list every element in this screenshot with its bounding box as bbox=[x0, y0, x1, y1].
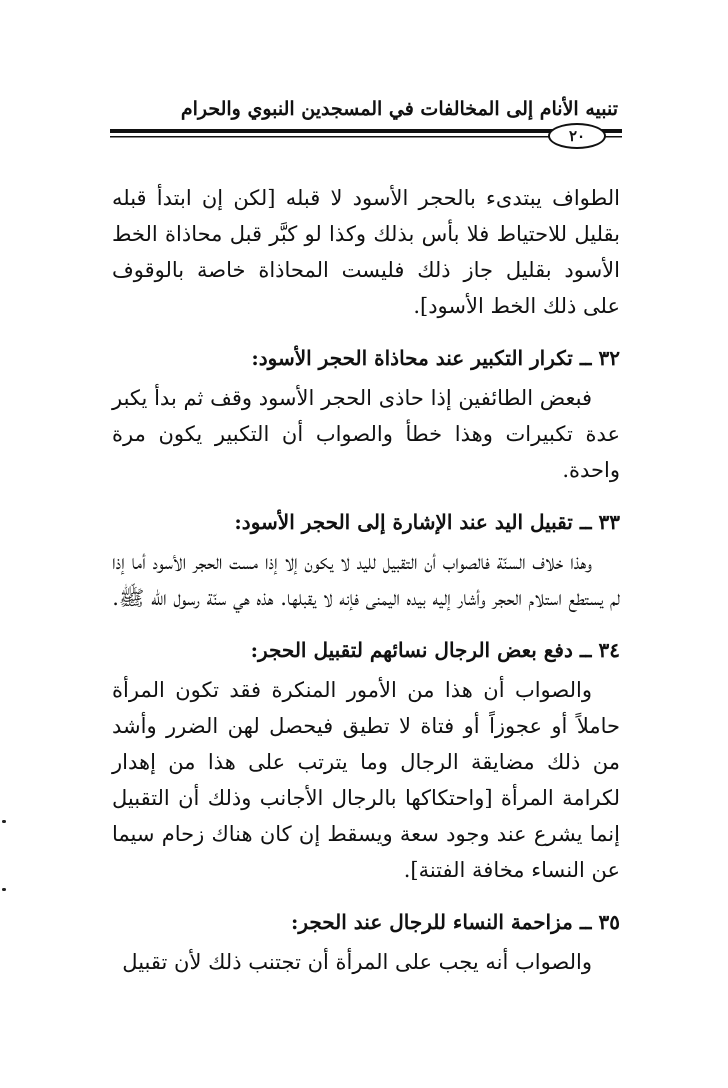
page-content bbox=[112, 180, 620, 980]
paragraph-34: والصواب أن هذا من الأمور المنكرة فقد تكون المرأة حاملاً أو عجوزاً أو فتاة لا تطيق فيحصل لهن الضرر وأشد من ذلك مضايقة الرجال وما يترتب على هذا من إهدار لكرامة المرأة [واحتكاكها بالرجال الأجانب وذلك أن التقبيل إنما يشرع عند وجود سعة ويسقط إن كان هناك زحام سيما عن النساء مخافة الفتنة]. bbox=[112, 678, 620, 882]
paragraph-32: فبعض الطائفين إذا حاذى الحجر الأسود وقف ثم بدأ يكبر عدة تكبيرات وهذا خطأ والصواب أن التكبير يكون مرة واحدة. bbox=[112, 386, 620, 482]
section-heading-33: ٣٣ ــ تقبيل اليد عند الإشارة إلى الحجر الأسود: bbox=[234, 510, 620, 534]
page-number: ٢٠ bbox=[548, 123, 606, 149]
scan-edge-mark bbox=[2, 820, 6, 823]
header-rule bbox=[110, 127, 622, 141]
paragraph-intro: الطواف يبتدىء بالحجر الأسود لا قبله [لكن إن ابتدأ قبله بقليل للاحتياط فلا بأس بذلك وكذا لو كبَّر قبل محاذاة الخط الأسود بقليل جاز ذلك فليست المحاذاة خاصة بالوقوف على ذلك الخط الأسود]. bbox=[112, 186, 620, 318]
scan-edge-mark bbox=[2, 888, 6, 891]
paragraph-33: وهذا خلاف السنّة فالصواب أن التقبيل لليد لا يكون إلا إذا مست الحجر الأسود أما إذا لم يستطع استلام الحجر وأشار إليه بيده اليمنى فإنه لا يقبلها. هذه هي سنّة رسول الله ﷺ. bbox=[112, 550, 620, 610]
section-heading-32: ٣٢ ــ تكرار التكبير عند محاذاة الحجر الأسود: bbox=[251, 346, 620, 370]
section-heading-35: ٣٥ ــ مزاحمة النساء للرجال عند الحجر: bbox=[290, 910, 620, 934]
section-heading-34: ٣٤ ــ دفع بعض الرجال نسائهم لتقبيل الحجر: bbox=[250, 638, 620, 662]
paragraph-35: والصواب أنه يجب على المرأة أن تجتنب ذلك لأن تقبيل bbox=[122, 950, 592, 974]
running-header-title: تنبيه الأنام إلى المخالفات في المسجدين النبوي والحرام bbox=[180, 98, 618, 120]
